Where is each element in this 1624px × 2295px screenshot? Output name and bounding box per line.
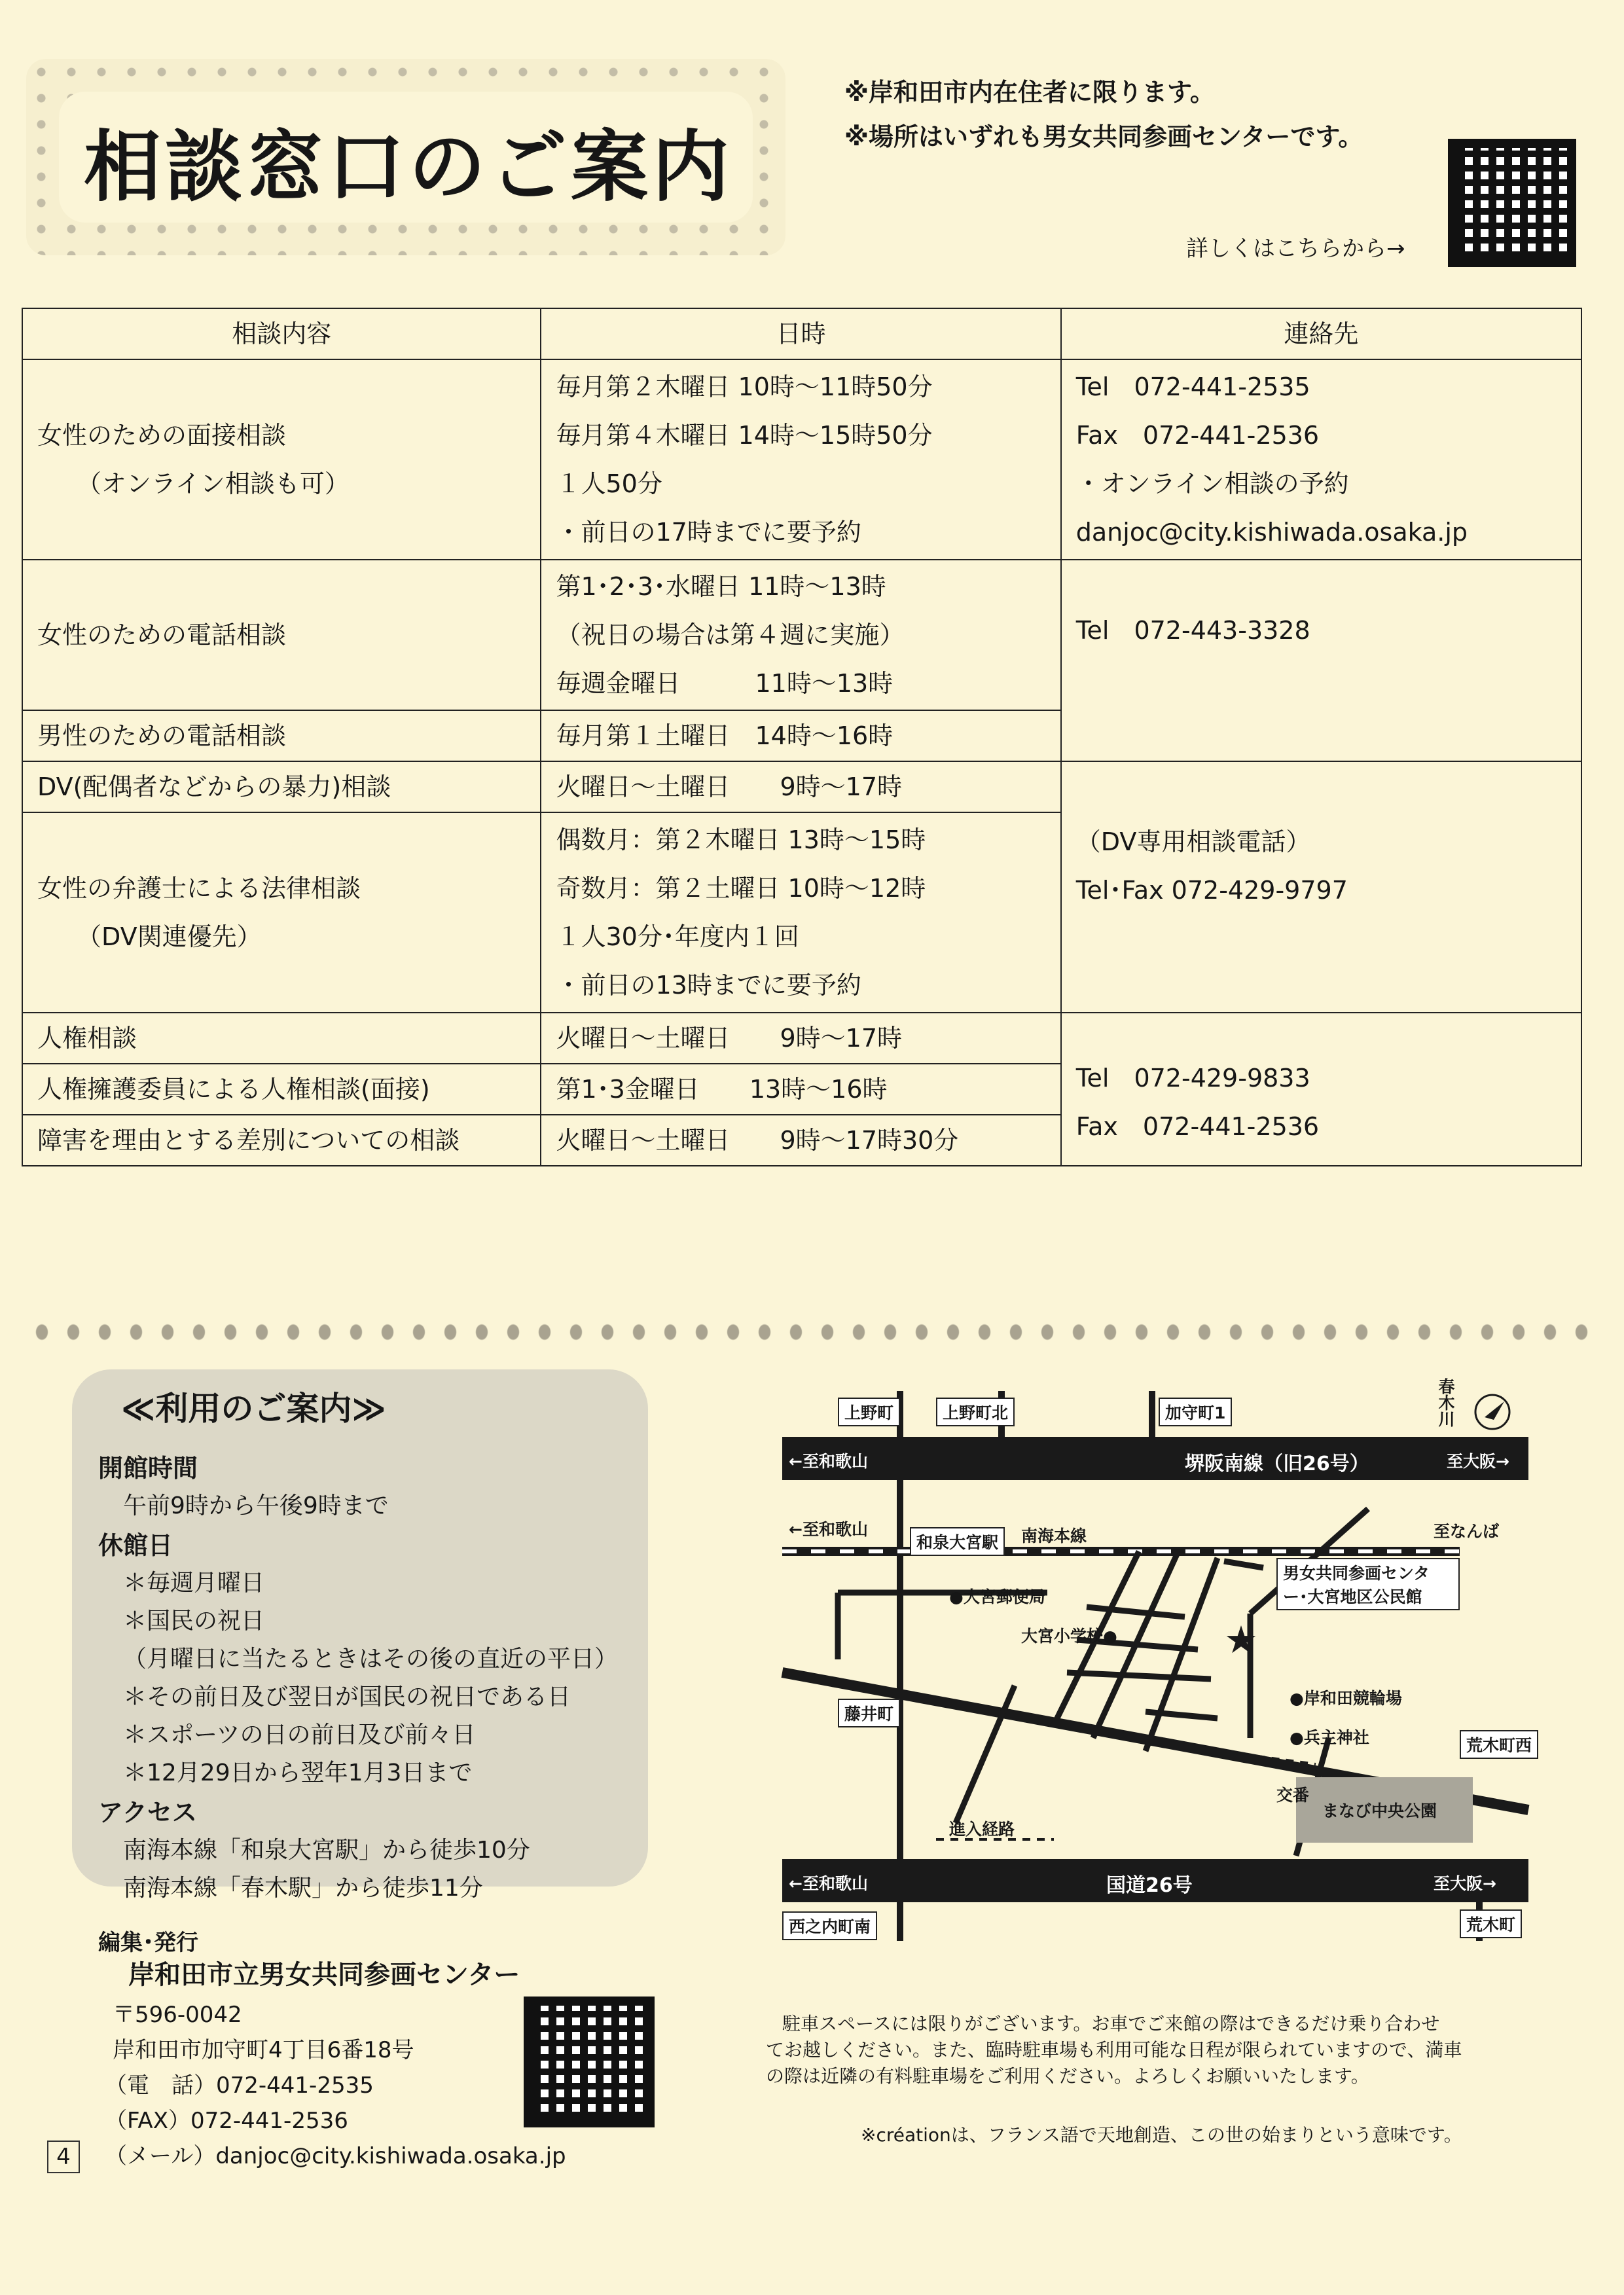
info-title: ≪利用のご案内≫ bbox=[121, 1390, 386, 1428]
map-label: 藤井町 bbox=[838, 1699, 900, 1727]
cell-text: 第1･2･3･水曜日 11時～13時 bbox=[556, 571, 886, 601]
map-label: 至大阪→ bbox=[1434, 1874, 1496, 1893]
cell-text: １人30分･年度内１回 bbox=[556, 922, 799, 951]
map-drawing bbox=[779, 1371, 1558, 1941]
note-location: ※場所はいずれも男女共同参画センターです。 bbox=[844, 122, 1363, 151]
contact-fax: Fax 072-441-2536 bbox=[1075, 1111, 1320, 1141]
row-schedule bbox=[541, 359, 1060, 560]
cell-text: 火曜日～土曜日 9時～17時 bbox=[556, 772, 903, 801]
cell-text: 障害を理由とする差別についての相談 bbox=[37, 1125, 460, 1155]
table-row bbox=[22, 560, 1581, 710]
closed-item: ＊12月29日から翌年1月3日まで bbox=[123, 1760, 473, 1786]
row-schedule bbox=[541, 812, 1060, 1013]
map-label: まなび中央公園 bbox=[1322, 1801, 1437, 1820]
publisher-label: 編集･発行 bbox=[98, 1930, 198, 1956]
map-label: 荒木町西 bbox=[1460, 1730, 1538, 1759]
cell-text: 人権擁護委員による人権相談(面接) bbox=[37, 1074, 430, 1104]
parking-note: の際は近隣の有料駐車場をご利用ください。よろしくお願いいたします。 bbox=[766, 2065, 1369, 2087]
row-contact bbox=[1061, 761, 1581, 1013]
cell-text: 女性の弁護士による法律相談 bbox=[37, 873, 361, 903]
compass-needle bbox=[1485, 1401, 1504, 1420]
contact-tel[interactable]: Tel 072-429-9833 bbox=[1075, 1063, 1310, 1093]
table-row bbox=[22, 1013, 1581, 1064]
contact-tel[interactable]: Tel 072-441-2535 bbox=[1075, 372, 1310, 401]
map-label: ●岸和田競輪場 bbox=[1290, 1689, 1402, 1708]
publisher-postal: 〒596-0042 bbox=[113, 2002, 242, 2028]
creation-note: ※créationは、フランス語で天地創造、この世の始まりという意味です。 bbox=[861, 2124, 1462, 2146]
map-label: 西之内町南 bbox=[782, 1911, 877, 1940]
map-label: 上野町北 bbox=[936, 1398, 1015, 1426]
row-schedule bbox=[541, 710, 1060, 761]
parking-note: てお越しください。また、臨時駐車場も利用可能な日程が限られていますので、満車 bbox=[766, 2039, 1462, 2061]
map-label: ←至和歌山 bbox=[789, 1520, 868, 1539]
cell-text: 毎月第４木曜日 14時～15時50分 bbox=[556, 420, 933, 450]
header-content: 相談内容 bbox=[22, 308, 541, 359]
row-contact bbox=[1061, 359, 1581, 560]
page-number: 4 bbox=[47, 2141, 80, 2173]
map-label: ●大宮郵便局 bbox=[949, 1587, 1045, 1606]
table-header-row bbox=[22, 308, 1581, 359]
map-label: ←至和歌山 bbox=[789, 1874, 868, 1893]
row-content bbox=[22, 812, 541, 1013]
contact-email-link[interactable]: danjoc@city.kishiwada.osaka.jp bbox=[1075, 518, 1468, 547]
cell-text: 女性のための電話相談 bbox=[37, 620, 287, 649]
center-star-icon: ★ bbox=[1224, 1617, 1258, 1662]
contact-text: ・オンライン相談の予約 bbox=[1075, 469, 1349, 498]
hours-text: 午前9時から午後9時まで bbox=[123, 1492, 389, 1519]
hours-heading: 開館時間 bbox=[98, 1454, 198, 1483]
row-schedule bbox=[541, 1115, 1060, 1166]
cell-text: 女性のための面接相談 bbox=[37, 420, 287, 450]
map-label: ●兵主神社 bbox=[1290, 1728, 1369, 1747]
closed-item: ＊スポーツの日の前日及び前々日 bbox=[123, 1722, 476, 1748]
row-content bbox=[22, 1064, 541, 1115]
cell-text: （オンライン相談も可） bbox=[77, 469, 350, 498]
publisher-email[interactable]: （メール）danjoc@city.kishiwada.osaka.jp bbox=[105, 2143, 566, 2169]
row-content bbox=[22, 359, 541, 560]
parking-note: 駐車スペースには限りがございます。お車でご来館の際はできるだけ乗り合わせ bbox=[782, 2013, 1440, 2034]
cell-text: 偶数月：第２木曜日 13時～15時 bbox=[556, 825, 926, 854]
header-schedule: 日時 bbox=[541, 308, 1060, 359]
publisher-fax: （FAX）072-441-2536 bbox=[105, 2108, 348, 2134]
map-label: 上野町 bbox=[838, 1398, 900, 1426]
cell-text: １人50分 bbox=[556, 469, 662, 498]
page-title: 相談窓口のご案内 bbox=[84, 122, 734, 212]
map-label: 至大阪→ bbox=[1447, 1452, 1509, 1471]
contact-text: （DV専用相談電話） bbox=[1075, 827, 1311, 856]
cell-text: 男性のための電話相談 bbox=[37, 721, 287, 750]
cell-text: 第1･3金曜日 13時～16時 bbox=[556, 1074, 888, 1104]
map-label: 進入経路 bbox=[949, 1820, 1015, 1839]
qr-label: 詳しくはこちらから→ bbox=[1186, 236, 1405, 262]
publisher-tel[interactable]: （電 話）072-441-2535 bbox=[105, 2072, 374, 2099]
closed-item: （月曜日に当たるときはその後の直近の平日） bbox=[123, 1646, 619, 1672]
row-schedule bbox=[541, 1013, 1060, 1064]
cell-text: ・前日の13時までに要予約 bbox=[556, 971, 861, 1000]
qr-code-icon[interactable] bbox=[524, 1997, 655, 2127]
cell-text: DV(配偶者などからの暴力)相談 bbox=[37, 772, 391, 801]
row-schedule bbox=[541, 761, 1060, 812]
publisher-name: 岸和田市立男女共同参画センター bbox=[128, 1960, 520, 1990]
table-row bbox=[22, 359, 1581, 560]
access-heading: アクセス bbox=[98, 1798, 197, 1827]
closed-item: ＊毎週月曜日 bbox=[123, 1570, 265, 1597]
cell-text: （祝日の場合は第４週に実施） bbox=[556, 620, 905, 649]
cell-text: 人権相談 bbox=[37, 1023, 137, 1053]
map-label: ←至和歌山 bbox=[789, 1452, 868, 1471]
access-item: 南海本線「春木駅」から徒歩11分 bbox=[123, 1875, 483, 1902]
map-label: 大宮小学校● bbox=[1021, 1627, 1117, 1646]
map-label: 和泉大宮駅 bbox=[910, 1527, 1005, 1556]
cell-text: 毎月第２木曜日 10時～11時50分 bbox=[556, 372, 933, 401]
row-content bbox=[22, 710, 541, 761]
access-item: 南海本線「和泉大宮駅」から徒歩10分 bbox=[123, 1837, 530, 1864]
cell-text: （DV関連優先） bbox=[77, 922, 262, 951]
cell-text: 火曜日～土曜日 9時～17時30分 bbox=[556, 1125, 959, 1155]
cell-text: 火曜日～土曜日 9時～17時 bbox=[556, 1023, 903, 1053]
row-content bbox=[22, 560, 541, 710]
consultation-table bbox=[22, 308, 1582, 1166]
map-label: 荒木町 bbox=[1460, 1909, 1522, 1938]
cell-text: 奇数月：第２土曜日 10時～12時 bbox=[556, 873, 926, 903]
row-content bbox=[22, 1013, 541, 1064]
closed-item: ＊国民の祝日 bbox=[123, 1608, 265, 1635]
map-label: 交番 bbox=[1276, 1786, 1310, 1805]
contact-tel[interactable]: Tel･Fax 072-429-9797 bbox=[1075, 876, 1348, 905]
map-label: 堺阪南線（旧26号） bbox=[1185, 1453, 1369, 1475]
road-top bbox=[782, 1437, 1528, 1480]
map-label: 春木川 bbox=[1436, 1378, 1455, 1427]
row-contact bbox=[1061, 1013, 1581, 1166]
row-schedule bbox=[541, 1064, 1060, 1115]
cell-text: 毎月第１土曜日 14時～16時 bbox=[556, 721, 893, 750]
table-row bbox=[22, 761, 1581, 812]
contact-tel[interactable]: Tel 072-443-3328 bbox=[1075, 615, 1310, 645]
map-label: 男女共同参画センター･大宮地区公民館 bbox=[1276, 1558, 1460, 1610]
map-label: 至なんば bbox=[1434, 1522, 1500, 1541]
map-label: 南海本線 bbox=[1021, 1527, 1087, 1545]
access-map bbox=[779, 1371, 1558, 1941]
cell-text: 毎週金曜日 11時～13時 bbox=[556, 668, 893, 698]
dotted-divider bbox=[26, 1316, 1597, 1348]
note-residents: ※岸和田市内在住者に限ります。 bbox=[844, 78, 1215, 107]
cell-text: ・前日の17時までに要予約 bbox=[556, 518, 861, 547]
row-schedule bbox=[541, 560, 1060, 710]
row-content bbox=[22, 761, 541, 812]
closed-item: ＊その前日及び翌日が国民の祝日である日 bbox=[123, 1684, 571, 1710]
row-content bbox=[22, 1115, 541, 1166]
map-label: 国道26号 bbox=[1106, 1874, 1193, 1897]
map-label: 加守町1 bbox=[1159, 1398, 1232, 1426]
publisher-address: 岸和田市加守町4丁目6番18号 bbox=[113, 2037, 414, 2063]
contact-fax: Fax 072-441-2536 bbox=[1075, 420, 1320, 450]
closed-heading: 休館日 bbox=[98, 1531, 173, 1560]
header-contact: 連絡先 bbox=[1061, 308, 1581, 359]
row-contact bbox=[1061, 560, 1581, 761]
qr-code-icon[interactable] bbox=[1448, 139, 1576, 267]
